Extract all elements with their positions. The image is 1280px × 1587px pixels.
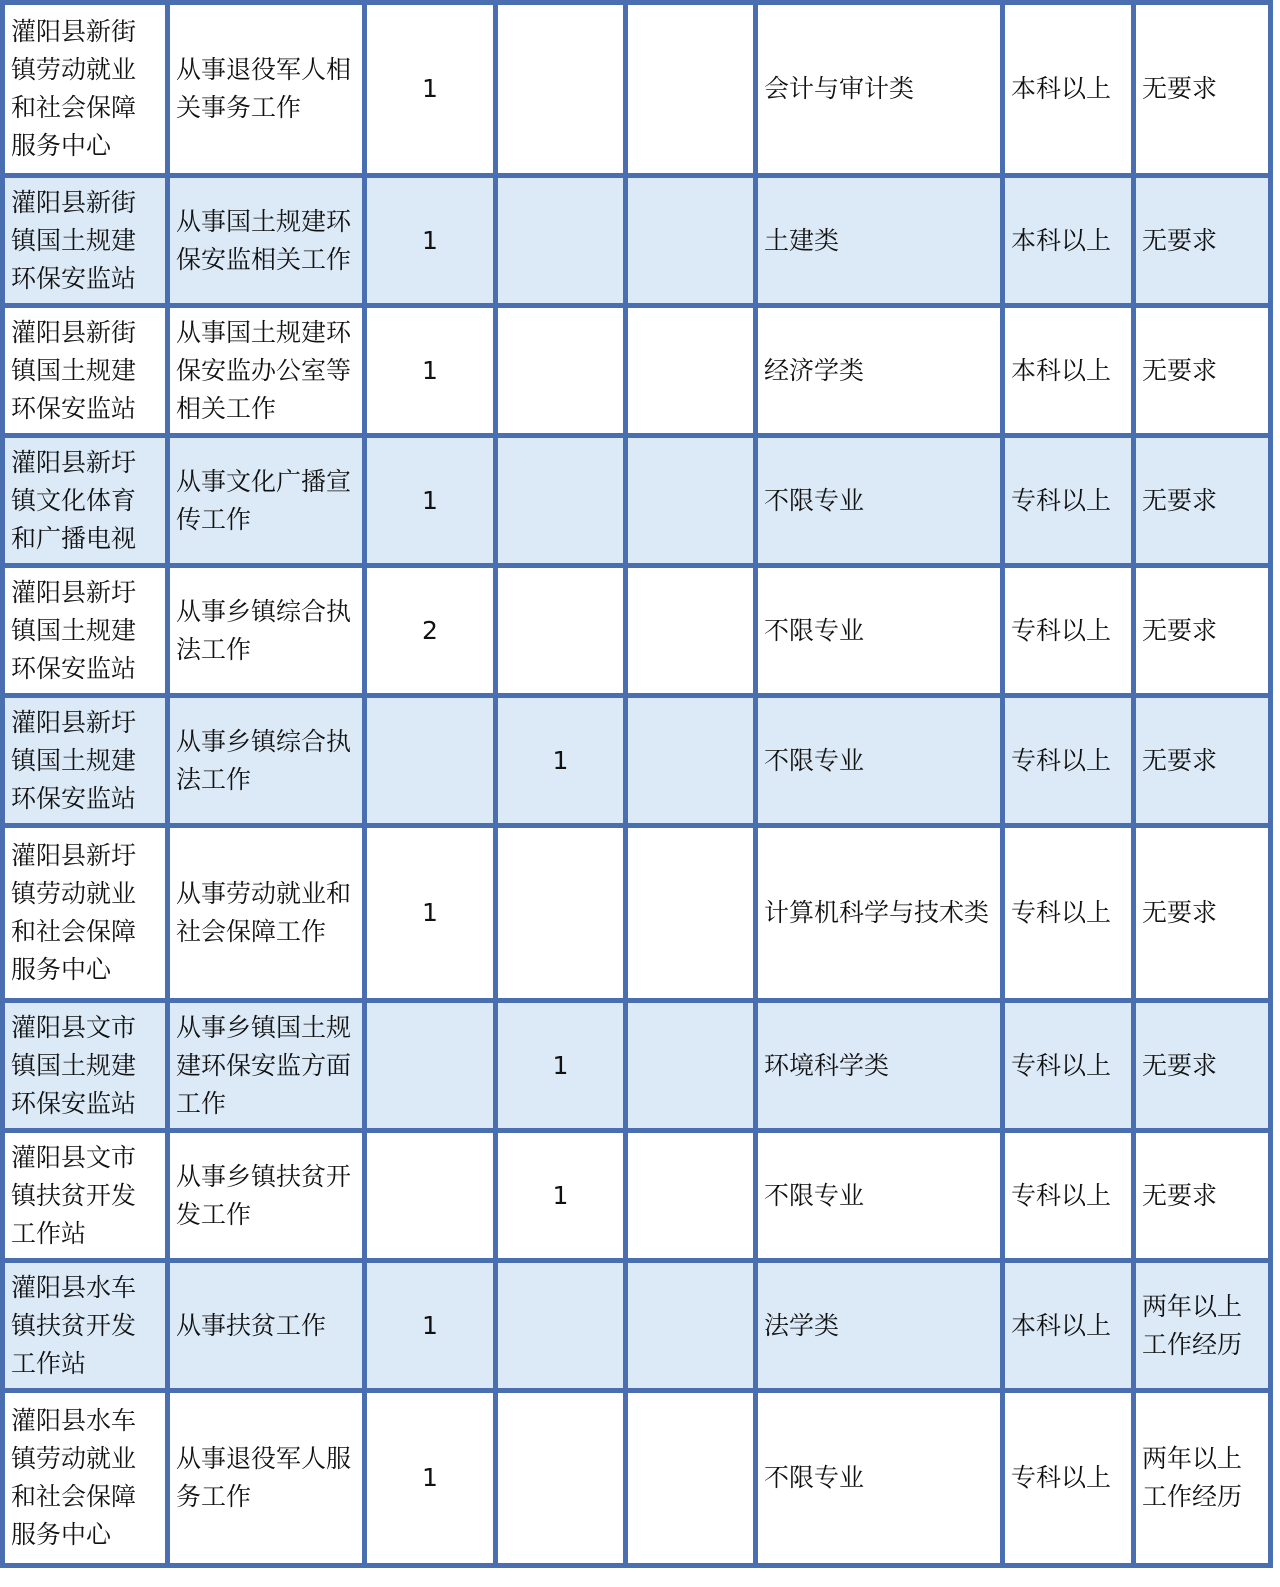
major-cell: 不限专业 (756, 696, 1003, 826)
experience-cell: 两年以上工作经历 (1134, 1261, 1271, 1391)
education-cell: 本科以上 (1003, 1261, 1134, 1391)
count-b-cell: 1 (496, 1001, 626, 1131)
count-c-cell (626, 306, 756, 436)
count-c-cell (626, 696, 756, 826)
count-a-cell: 1 (365, 3, 496, 176)
unit-cell: 灌阳县文市镇扶贫开发工作站 (3, 1131, 168, 1261)
table-row (3, 696, 1271, 826)
major-cell: 计算机科学与技术类 (756, 826, 1003, 1001)
count-a-cell (365, 696, 496, 826)
count-c-cell (626, 826, 756, 1001)
education-cell: 专科以上 (1003, 436, 1134, 566)
major-cell: 环境科学类 (756, 1001, 1003, 1131)
education-cell: 专科以上 (1003, 1131, 1134, 1261)
count-a-cell: 1 (365, 306, 496, 436)
count-a-cell: 1 (365, 1261, 496, 1391)
count-c-cell (626, 176, 756, 306)
experience-cell: 无要求 (1134, 436, 1271, 566)
duty-cell: 从事退役军人相关事务工作 (168, 3, 365, 176)
major-cell: 不限专业 (756, 1131, 1003, 1261)
education-cell: 专科以上 (1003, 826, 1134, 1001)
count-a-cell: 1 (365, 1391, 496, 1566)
unit-cell: 灌阳县新圩镇国土规建环保安监站 (3, 566, 168, 696)
count-c-cell (626, 3, 756, 176)
count-a-cell: 1 (365, 176, 496, 306)
major-cell: 法学类 (756, 1261, 1003, 1391)
duty-cell: 从事文化广播宣传工作 (168, 436, 365, 566)
experience-cell: 无要求 (1134, 696, 1271, 826)
duty-cell: 从事劳动就业和社会保障工作 (168, 826, 365, 1001)
unit-cell: 灌阳县新圩镇劳动就业和社会保障服务中心 (3, 826, 168, 1001)
duty-cell: 从事乡镇国土规建环保安监方面工作 (168, 1001, 365, 1131)
unit-cell: 灌阳县新街镇劳动就业和社会保障服务中心 (3, 3, 168, 176)
table-row (3, 436, 1271, 566)
education-cell: 本科以上 (1003, 176, 1134, 306)
count-a-cell: 1 (365, 826, 496, 1001)
duty-cell: 从事乡镇综合执法工作 (168, 566, 365, 696)
major-cell: 会计与审计类 (756, 3, 1003, 176)
unit-cell: 灌阳县水车镇扶贫开发工作站 (3, 1261, 168, 1391)
table-row (3, 566, 1271, 696)
duty-cell: 从事乡镇综合执法工作 (168, 696, 365, 826)
major-cell: 经济学类 (756, 306, 1003, 436)
duty-cell: 从事乡镇扶贫开发工作 (168, 1131, 365, 1261)
unit-cell: 灌阳县新街镇国土规建环保安监站 (3, 176, 168, 306)
count-b-cell: 1 (496, 1131, 626, 1261)
count-a-cell (365, 1001, 496, 1131)
count-b-cell (496, 436, 626, 566)
experience-cell: 无要求 (1134, 3, 1271, 176)
duty-cell: 从事退役军人服务工作 (168, 1391, 365, 1566)
count-b-cell (496, 566, 626, 696)
education-cell: 专科以上 (1003, 1391, 1134, 1566)
count-b-cell (496, 176, 626, 306)
unit-cell: 灌阳县新圩镇国土规建环保安监站 (3, 696, 168, 826)
experience-cell: 两年以上工作经历 (1134, 1391, 1271, 1566)
count-c-cell (626, 436, 756, 566)
unit-cell: 灌阳县水车镇劳动就业和社会保障服务中心 (3, 1391, 168, 1566)
experience-cell: 无要求 (1134, 1001, 1271, 1131)
count-c-cell (626, 1391, 756, 1566)
table-row (3, 306, 1271, 436)
experience-cell: 无要求 (1134, 826, 1271, 1001)
education-cell: 专科以上 (1003, 566, 1134, 696)
experience-cell: 无要求 (1134, 566, 1271, 696)
experience-cell: 无要求 (1134, 1131, 1271, 1261)
duty-cell: 从事扶贫工作 (168, 1261, 365, 1391)
unit-cell: 灌阳县新街镇国土规建环保安监站 (3, 306, 168, 436)
major-cell: 不限专业 (756, 1391, 1003, 1566)
count-a-cell: 1 (365, 436, 496, 566)
experience-cell: 无要求 (1134, 176, 1271, 306)
count-c-cell (626, 566, 756, 696)
count-c-cell (626, 1001, 756, 1131)
count-c-cell (626, 1131, 756, 1261)
table-row (3, 1261, 1271, 1391)
education-cell: 专科以上 (1003, 696, 1134, 826)
table-row (3, 1131, 1271, 1261)
duty-cell: 从事国土规建环保安监相关工作 (168, 176, 365, 306)
table-row (3, 826, 1271, 1001)
duty-cell: 从事国土规建环保安监办公室等相关工作 (168, 306, 365, 436)
count-b-cell (496, 1391, 626, 1566)
count-b-cell (496, 826, 626, 1001)
table-row (3, 1391, 1271, 1566)
count-b-cell (496, 306, 626, 436)
major-cell: 不限专业 (756, 436, 1003, 566)
table-row (3, 1001, 1271, 1131)
major-cell: 土建类 (756, 176, 1003, 306)
education-cell: 专科以上 (1003, 1001, 1134, 1131)
table-row (3, 3, 1271, 176)
count-b-cell (496, 1261, 626, 1391)
count-b-cell (496, 3, 626, 176)
unit-cell: 灌阳县新圩镇文化体育和广播电视 (3, 436, 168, 566)
unit-cell: 灌阳县文市镇国土规建环保安监站 (3, 1001, 168, 1131)
count-a-cell (365, 1131, 496, 1261)
education-cell: 本科以上 (1003, 306, 1134, 436)
count-b-cell: 1 (496, 696, 626, 826)
table-row (3, 176, 1271, 306)
experience-cell: 无要求 (1134, 306, 1271, 436)
count-a-cell: 2 (365, 566, 496, 696)
education-cell: 本科以上 (1003, 3, 1134, 176)
major-cell: 不限专业 (756, 566, 1003, 696)
count-c-cell (626, 1261, 756, 1391)
